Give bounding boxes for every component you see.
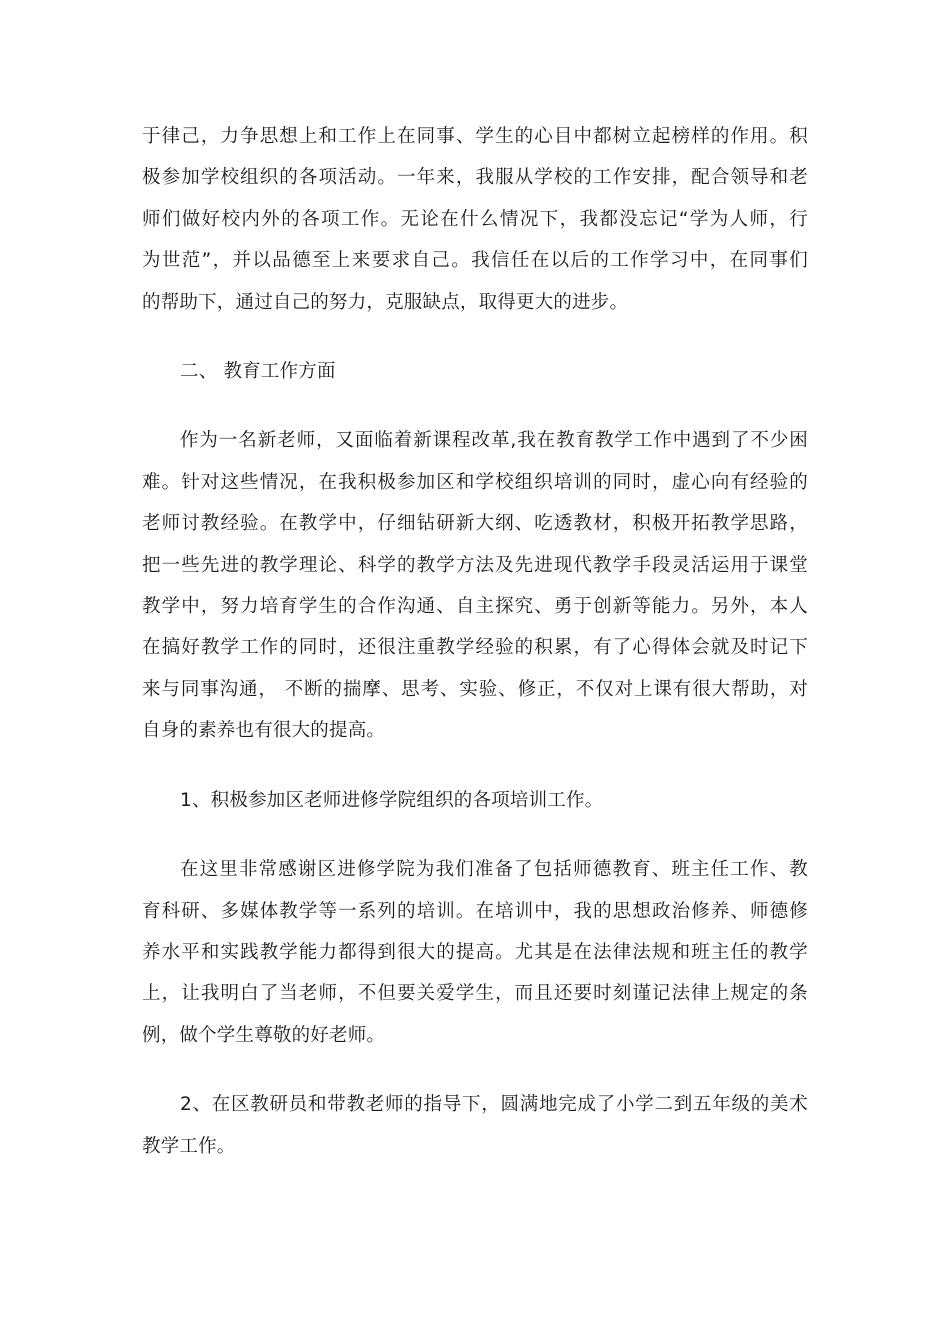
heading-text: 二、 教育工作方面 — [180, 361, 336, 383]
list-item-training — [142, 780, 808, 821]
text-line: 在这里非常感谢区进修学院为我们准备了包括师德教育、班主任工作、教 — [180, 859, 808, 881]
section-heading-education — [142, 351, 808, 392]
text-line: 2、在区教研员和带教老师的指导下，圆满地完成了小学二到五年级的美术 — [180, 1094, 808, 1116]
text-line: 把一些先进的教学理论、科学的教学方法及先进现代教学手段灵活运用于课堂 — [142, 554, 808, 576]
text-line: 于律己，力争思想上和工作上在同事、学生的心目中都树立起榜样的作用。积 — [142, 126, 808, 147]
text-line: 上，让我明白了当老师，不但要关爱学生，而且还要时刻谨记法律上规定的条 — [142, 983, 808, 1005]
paragraph-conduct — [142, 116, 808, 323]
text-line: 在搞好教学工作的同时，还很注重教学经验的积累，有了心得体会就及时记下 — [142, 637, 808, 659]
text-line: 的帮助下，通过自己的努力，克服缺点，取得更大的进步。 — [142, 291, 629, 313]
text-line: 1、积极参加区老师进修学院组织的各项培训工作。 — [180, 789, 604, 811]
text-line: 作为一名新老师，又面临着新课程改革,我在教育教学工作中遇到了不少困 — [180, 430, 808, 452]
text-line: 例，做个学生尊敬的好老师。 — [142, 1024, 386, 1046]
text-line: 来与同事沟通， 不断的揣摩、思考、实验、修正，不仅对上课有很大帮助，对 — [142, 678, 808, 700]
text-line: 极参加学校组织的各项活动。一年来，我服从学校的工作安排，配合领导和老 — [142, 167, 808, 189]
text-line: 难。针对这些情况，在我积极参加区和学校组织培训的同时，虚心向有经验的 — [142, 471, 808, 493]
text-line: 为世范”，并以品德至上来要求自己。我信任在以后的工作学习中，在同事们 — [142, 250, 808, 272]
text-line: 老师讨教经验。在教学中，仔细钻研新大纲、吃透教材，积极开拓教学思路， — [142, 513, 808, 535]
document-body — [142, 116, 808, 1167]
text-line: 自身的素养也有很大的提高。 — [142, 720, 386, 742]
text-line: 养水平和实践教学能力都得到很大的提高。尤其是在法律法规和班主任的教学 — [142, 941, 808, 963]
paragraph-training-thanks — [142, 849, 808, 1056]
text-line: 师们做好校内外的各项工作。无论在什么情况下，我都没忘记“学为人师，行 — [142, 208, 808, 230]
list-item-art-teaching — [142, 1084, 808, 1167]
text-line: 教学工作。 — [142, 1135, 236, 1157]
text-line: 教学中，努力培育学生的合作沟通、自主探究、勇于创新等能力。另外，本人 — [142, 596, 808, 618]
text-line: 育科研、多媒体教学等一系列的培训。在培训中，我的思想政治修养、师德修 — [142, 900, 808, 922]
paragraph-teaching — [142, 420, 808, 751]
